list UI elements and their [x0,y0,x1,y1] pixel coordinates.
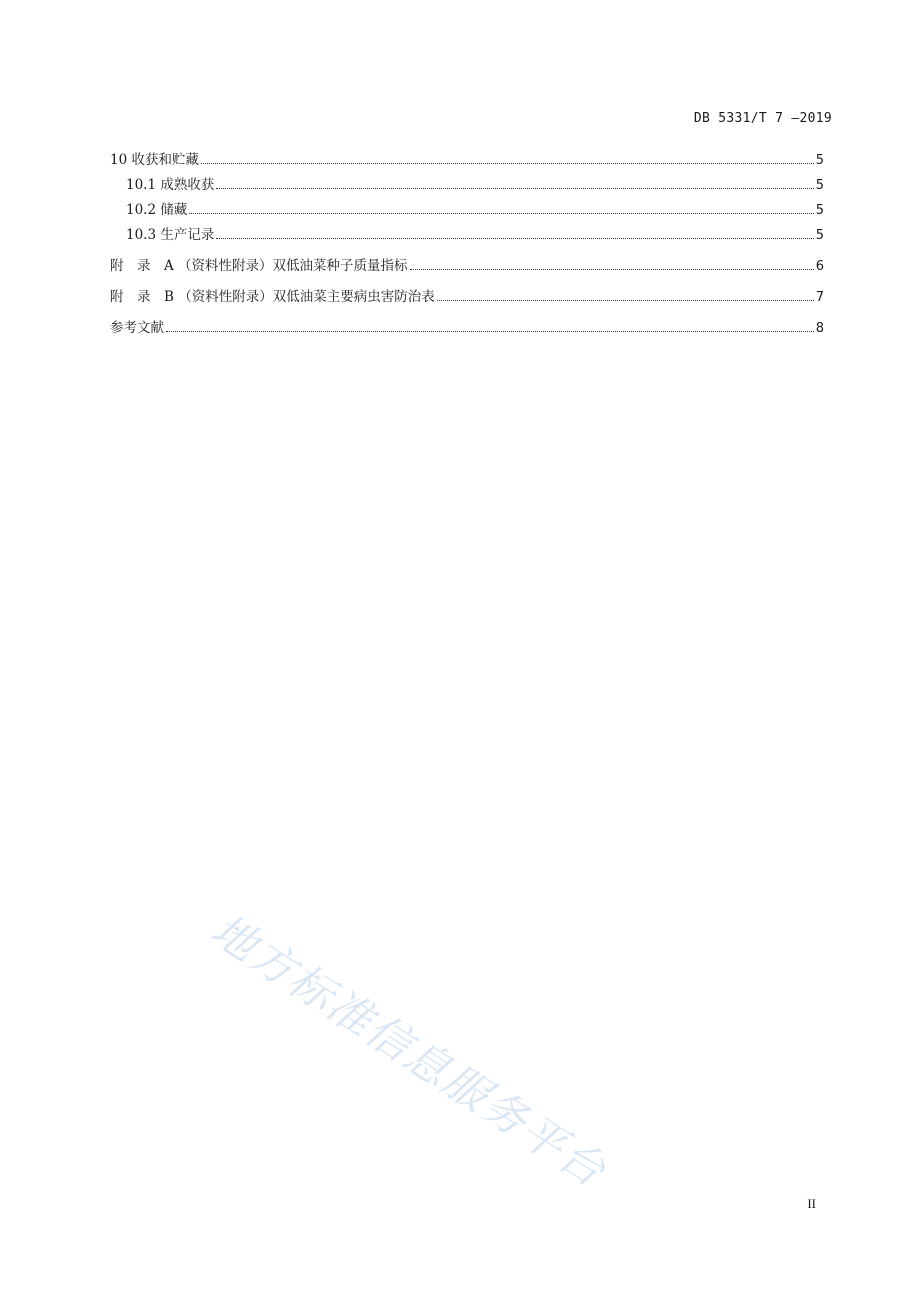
toc-entry-harvest-storage[interactable] [110,148,824,173]
toc-entry-page: 5 [815,178,824,193]
toc-entry-label: 10.3 生产记录 [126,227,215,243]
document-code: DB 5331/T 7 —2019 [693,111,832,126]
toc-leader-dots [166,331,814,332]
toc-entry-production-record[interactable] [110,223,824,248]
toc-entry-mature-harvest[interactable] [110,173,824,198]
toc-entry-page: 7 [815,290,824,305]
page-number: II [807,1196,816,1211]
toc-entry-storage[interactable] [110,198,824,223]
toc-leader-dots [216,238,813,239]
toc-entry-label: 10.1 成熟收获 [126,177,215,193]
toc-leader-dots [437,300,814,301]
toc-entry-appendix-a[interactable] [110,254,824,279]
toc-leader-dots [201,163,814,164]
toc-entry-label: 10 收获和贮藏 [110,152,199,168]
toc-entry-page: 8 [815,321,824,336]
toc-entry-label: 附 录 B （资料性附录）双低油菜主要病虫害防治表 [110,289,435,305]
toc-leader-dots [410,269,814,270]
table-of-contents [110,148,824,341]
toc-entry-references[interactable] [110,316,824,341]
watermark-text: 地方标准信息服务平台 [201,904,616,1198]
toc-leader-dots [216,188,813,189]
toc-entry-label: 参考文献 [110,320,164,336]
toc-entry-page: 5 [815,228,824,243]
toc-leader-dots [189,213,813,214]
toc-entry-label: 附 录 A （资料性附录）双低油菜种子质量指标 [110,258,408,274]
toc-entry-page: 5 [815,153,824,168]
toc-entry-label: 10.2 储藏 [126,202,188,218]
toc-entry-appendix-b[interactable] [110,285,824,310]
toc-entry-page: 5 [815,203,824,218]
toc-entry-page: 6 [815,259,824,274]
